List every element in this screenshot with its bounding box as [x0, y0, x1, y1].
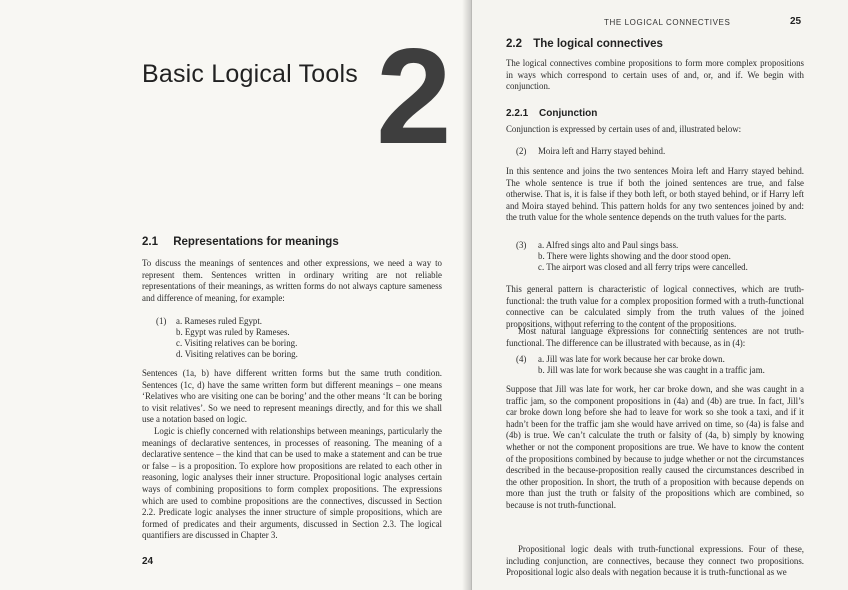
example-number: (4) [516, 354, 527, 364]
example-item: d. Visiting relatives can be boring. [176, 349, 298, 359]
propositional-logic-paragraph: Propositional logic deals with truth-functional expressions. Four of these, including conjunction, are connectives, because they connect two propositions. Propositional logic also deals with negation because it is truth-functional as we [506, 544, 804, 578]
example-item: b. Jill was late for work because she was caught in a traffic jam. [538, 365, 765, 375]
example-item: c. Visiting relatives can be boring. [176, 338, 298, 348]
chapter-title: Basic Logical Tools [142, 60, 358, 88]
chapter-number: 2 [376, 20, 452, 172]
paragraph-logic: Logic is chiefly concerned with relationships between meanings, particularly the meanings of declarative sentences, in processes of reasoning. The meaning of a declarative sentence – the kind that can be used to make a statement and can be true or false – is a proposition. To explore how propositions are related to each other in reasoning, logic analyses their inner structure. Propositional logic analyses certain ways of combining propositions to form complex propositions. The expressions which are used to combine propositions are the connectives, discussed in Section 2.2. Predicate logic analyses the inner structure of simple propositions, which are formed of predicates and their arguments, discussed in Section 2.3. The logical quantifiers are discussed in Chapter 3. [142, 426, 442, 541]
section-number: 2.2 [506, 38, 522, 50]
example-item: a. Rameses ruled Egypt. [176, 316, 263, 326]
subsection-title: Conjunction [539, 108, 598, 119]
subsection-number: 2.2.1 [506, 108, 529, 119]
page-number-left: 24 [142, 556, 154, 567]
truth-functional-paragraph: This general pattern is characteristic of logical connectives, which are truth-functional: the truth value for a complex proposition formed with a truth-functional connective can be calculated simply from the truth values of the joined propositions, without referring to the content of the propositions. [506, 284, 804, 329]
connectives-paragraph: The logical connectives combine propositions to form more complex propositions in ways which correspond to certain uses of and, or, and if. We begin with conjunction. [506, 58, 804, 92]
conjunction-intro: Conjunction is expressed by certain uses of and, illustrated below: [506, 124, 742, 134]
example-item: c. The airport was closed and all ferry trips were cancelled. [538, 262, 748, 272]
page-number-right: 25 [790, 16, 802, 27]
natural-language-paragraph: Most natural language expressions for connecting sentences are not truth-functional. The difference can be illustrated with because, as in (4): [506, 326, 804, 348]
example-number: (1) [156, 316, 167, 326]
section-number: 2.1 [142, 236, 158, 248]
example-item: b. There were lights showing and the door stood open. [538, 251, 731, 261]
section-title: Representations for meanings [173, 236, 339, 248]
example-number: (3) [516, 240, 527, 250]
subsection-2-2-1-heading [506, 108, 597, 119]
because-paragraph: Suppose that Jill was late for work, her car broke down, and she was caught in a traffic jam, so the component propositions in (4a) and (4b) are true. In fact, Jill’s car broke down long before she had to leave for work so she took a taxi, and if it hadn’t been for the traffic jam she would have arrived on time, so (4a) is false and (4b) is true. We can’t calculate the truth or falsity of (4a, b) simply by knowing whether or not the component propositions are true. We have to know the content of the propositions combined by because to judge whether or not the circumstances described in the because-proposition really caused the circumstances described in the other proposition. In short, the truth of a proposition with because depends on more than just the truth or falsity of the propositions which are combined, so because is not truth-functional. [506, 384, 804, 510]
example-item: a. Jill was late for work because her car broke down. [538, 354, 725, 364]
section-2-1-heading [142, 236, 339, 248]
intro-paragraph: To discuss the meanings of sentences and other expressions, we need a way to represent them. Sentences written in ordinary writing are not reliable representations of their meanings, as written forms do not always capture sameness and difference of meaning, for example: [142, 258, 442, 303]
example-item: a. Alfred sings alto and Paul sings bass. [538, 240, 679, 250]
paragraph-sentences: Sentences (1a, b) have different written forms but the same truth condition. Sentences (1c, d) have the same written form but different meanings – one means ‘Relatives who are visiting one can be boring’ and the other means ‘It can be boring to visit relatives’. So we need to represent meanings directly, and for this we shall use a notation based on logic. [142, 368, 442, 425]
and-paragraph: In this sentence and joins the two sentences Moira left and Harry stayed behind. The whole sentence is true if both the joined sentences are true, and false otherwise. That is, it is false if they both left, or both stayed behind, or if Harry left and Moira stayed behind. This pattern holds for any two sentences joined by and: the truth value for the whole sentence depends on the truth values for the parts. [506, 166, 804, 223]
example-number: (2) [516, 146, 527, 156]
section-title: The logical connectives [533, 38, 663, 50]
example-item: b. Egypt was ruled by Rameses. [176, 327, 290, 337]
section-2-2-heading [506, 38, 663, 50]
right-page [472, 0, 848, 590]
example-item: Moira left and Harry stayed behind. [538, 146, 666, 156]
running-head: THE LOGICAL CONNECTIVES [604, 18, 731, 27]
